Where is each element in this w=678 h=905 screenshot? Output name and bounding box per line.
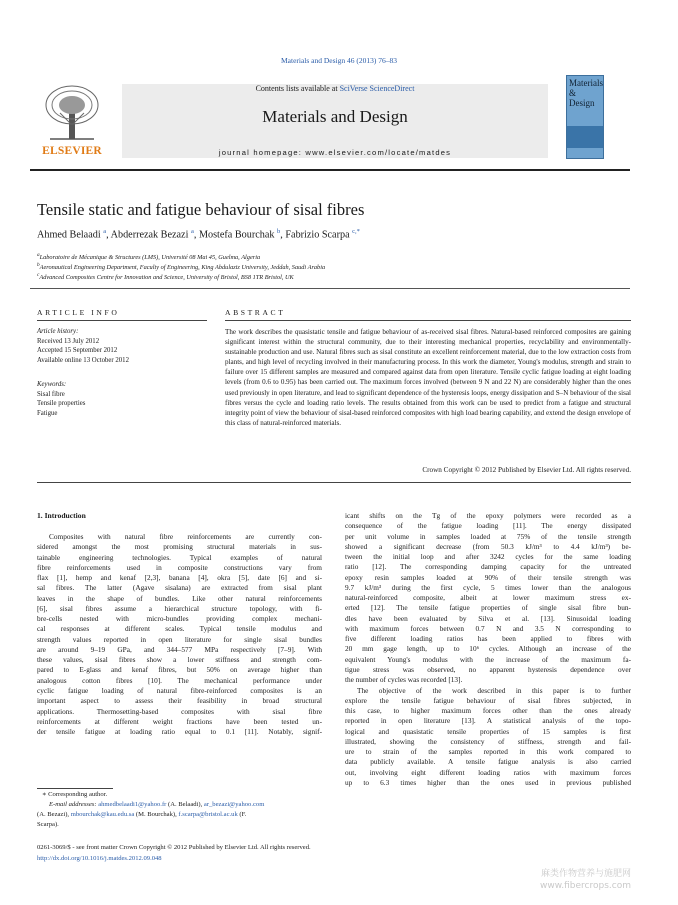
text-line: flax [1], hemp and kenaf [2,3], banana [4], okra [5], date [6] and si- [37,573,322,583]
doi-link[interactable]: http://dx.doi.org/10.1016/j.matdes.2012.09.048 [37,855,162,862]
author-name: Fabrizio Scarpa [285,229,350,241]
site-watermark [540,868,631,892]
issn-line: 0261-3069/$ - see front matter Crown Copyright © 2012 Published by Elsevier Ltd. All rights reserved. [37,844,311,851]
text-line: sal fibres. The latter (Agave sisalana) are extracted from sisal plant [37,583,322,593]
text-line: fibre reinforcements used in composite constructions vary from [37,562,322,572]
abstract-text: The work describes the quasistatic tensile and fatigue behaviour of as-received sisal fibres. Natural-based reinforced composites are gaining significant interest within the structural community, due to their interesting mechanical properties, recyclability and environmentally-sustainable production and use. Natural fibres such as sisal constitute an excellent reinforcement material, due to the low extraction costs from plants, and high level of recycling involved in their manufacturing process. In this work the diameter, Young's modulus, strength and strain to failure over 15 different samples are measured and compared against data from open literature. Tensile cyclic fatigue loading at eight loading levels (from 0.6 to 0.95) has been carried out. The maximum forces involved (between 9 N and 22 N) are considerably higher than the ones used previously in open literature, and lead to significant dependence of the hysteresis loops, energy dissipation and S–N behaviour of the sisal fibres versus the cycle and loading ratio levels. The results obtained from this work can be used to predict from a fatigue and structural integrity point of view the behaviour of sisal-based reinforced composites with high load bearing capability, and extend the design envelope of this class of natural-reinforced materials. [225,328,631,427]
header-rule [30,169,630,171]
text-line: sidered amongst the most promising structural materials in sus- [37,542,322,552]
keyword: Tensile properties [37,400,86,408]
abstract-rule [225,320,631,321]
text-line: important aspect to assess their feasibility in broad structural [37,696,322,706]
text-line: natural-reinforced composite, albeit at lower maximum stress ex- [345,593,631,603]
text-line: equivalent Young's modulus with the increase of the maximum fa- [345,654,631,664]
text-line: reinforcements at different weight fractions have been tested un- [37,716,322,726]
affiliation-text: Advanced Composites Centre for Innovation and Science, University of Bristol, BS8 1TR Bristol, UK [39,274,294,282]
affiliation-mark: b [37,262,40,268]
cover-band [567,126,603,148]
article-info-heading: ARTICLE INFO [37,308,120,317]
keywords [37,380,85,418]
corresponding-note: ∗ Corresponding author. [42,791,108,798]
text-line: cal responses at different scales. Typical tensile modulus and [37,624,322,634]
email-label: E-mail addresses: [49,801,99,808]
abstract-heading: ABSTRACT [225,308,286,317]
author-affiliation-mark[interactable]: a [190,228,194,235]
text-line: the number of cycles was recorded [13]. [345,675,463,685]
email-link[interactable]: f.scarpa@bristol.ac.uk [178,811,238,818]
affiliation [37,252,260,261]
text-line: up to 6.3 times higher than the ones used in previous published [345,777,631,787]
text-line: dles have been evaluated by Silva et al. [13]. Sinusoidal loading [345,613,631,623]
author-affiliation-mark[interactable]: c,* [352,228,360,235]
text-line: 9.7 kJ/m³ during the first cycle, 5 times lower than the analogous [345,582,631,592]
history-item: Received 13 July 2012 [37,337,100,345]
affiliation-text: Laboratoire de Mécanique & Structures (LMS), Université 08 Mai 45, Guelma, Algeria [39,254,261,262]
abstract-end-rule [37,482,631,483]
journal-homepage[interactable]: journal homepage: www.elsevier.com/locate/matdes [218,148,452,157]
email-link[interactable]: ar_bezazi@yahoo.com [203,801,265,808]
history-label: Article history: [37,328,79,335]
contents-line [122,84,548,93]
footnote-rule [37,788,113,789]
text-line: consequence of the fatigue loading [11]. The energy dissipated [345,521,631,531]
keyword: Sisal fibre [37,390,65,398]
text-line: five different loading ratios has been applied to fibres with [345,634,631,644]
author-separator: , [193,229,199,241]
email-link[interactable]: ahmedbelaadi1@yahoo.fr [98,801,167,808]
text-line: tigue stress was observed, no apparent hysteresis dependence over [345,664,631,674]
author-affiliation-mark[interactable]: a [103,228,107,235]
body-left-column [37,532,322,737]
abstract-copyright: Crown Copyright © 2012 Published by Elsevier Ltd. All rights reserved. [422,466,631,474]
email-line [37,800,322,810]
email-line: Scarpa). [37,821,59,828]
keywords-label: Keywords: [37,381,67,388]
affiliation [37,262,325,271]
email-owner: (M. Bourchak), [134,811,179,818]
affiliation-mark: a [37,252,40,258]
text-line: 20 mm gage length, up to 10⁶ cycles. Although an increase of the [345,644,631,654]
journal-reference[interactable]: Materials and Design 46 (2013) 76–83 [280,56,398,65]
text-line: explore the tensile fatigue behaviour of sisal fibres subjected, in [345,695,631,705]
author-affiliation-mark[interactable]: b [277,228,281,235]
author-separator: , [280,229,286,241]
text-line: cyclic fatigue loading of natural fibre-reinforced composites is an [37,685,322,695]
text-line: strength values reported in open literature for single sisal bundles [37,634,322,644]
author-list [37,228,360,240]
author-name: Ahmed Belaadi [37,229,101,241]
text-line: per unit volume in samples loaded at 75% of the tensile strength [345,531,631,541]
email-owner: (F. [237,811,247,818]
text-line: reported in open literature [13]. A statistical analysis of the topo- [345,716,631,726]
email-owner: (A. Bezazi), [37,811,71,818]
elsevier-wordmark: ELSEVIER [42,145,102,157]
article-info-rule [37,320,207,321]
text-line: data publicly available. A tensile fatigue analysis is also carried [345,757,631,767]
text-line: out, involving eight different loading ratios with maximum forces [345,767,631,777]
text-line: icant shifts on the Tg of the epoxy polymers were recorded as a [345,511,631,520]
email-link[interactable]: mbourchak@kau.edu.sa [70,811,135,818]
text-line: with maximum forces between 0.7 N and 3.5 N corresponding to [345,623,631,633]
text-line: are around 9–19 GPa, and 344–577 MPa respectively [7–9]. With [37,644,322,654]
text-line: pared to E-glass and kenaf fibres, but 50% on average higher than [37,665,322,675]
body-right-column [345,511,631,788]
section-divider [30,288,630,289]
text-line: der tensile fatigue at loading ratio equal to 0.1 [11]. Notably, signif- [37,727,322,737]
watermark-line: 麻类作物营养与施肥网 [540,869,631,879]
text-line: epoxy resin samples loaded at 90% of their tensile strength was [345,572,631,582]
affiliation-mark: c [37,272,40,278]
keyword: Fatigue [37,409,58,417]
text-line: logical and quasistatic tensile properties of 15 samples is first [345,726,631,736]
affiliation-text: Aeronautical Engineering Department, Faculty of Engineering, King Abdulaziz University, Jeddah, Saudi Arabia [39,264,326,272]
text-line: tween the initial loop and after 3242 cycles for the same loading [345,552,631,562]
affiliation [37,272,294,281]
issn-block [37,842,311,864]
section-heading: 1. Introduction [37,511,86,520]
text-line: Composites with natural fibre reinforcements are currently con- [49,532,322,541]
journal-cover-thumbnail [566,75,604,159]
text-line: analogous cotton fibres [10]. The mechanical performance under [37,675,322,685]
elsevier-logo [36,81,108,163]
elsevier-tree-icon [40,83,104,141]
author-name: Mostefa Bourchak [198,229,275,241]
author-separator: , [106,229,111,241]
text-line: ratio [12]. The corresponding damping capacity for the untreated [345,562,631,572]
journal-title: Materials and Design [262,107,408,126]
article-history [37,327,129,365]
text-line: The objective of the work described in this paper is to further [357,685,631,695]
sciencedirect-link[interactable]: SciVerse ScienceDirect [339,84,415,93]
text-line: illustrated, showing the consistency of stiffness, strength and fail- [345,736,631,746]
text-line: tainable engineering technologies. Typical examples of natural [37,552,322,562]
history-item: Accepted 15 September 2012 [37,347,118,355]
text-line: showed a significant decrease (from 50.3 kJ/m³ to 4.4 kJ/m³) be- [345,541,631,551]
text-line: erted [12]. The tensile fatigue properties of single sisal fibre bun- [345,603,631,613]
email-line [37,810,322,820]
cover-title: Materials & Design [569,78,603,108]
contents-prefix: Contents lists available at [255,84,340,93]
text-line: ure to strain of the samples reported in this work compared to [345,747,631,757]
text-line: this case, to higher maximum forces other than the ones already [345,706,631,716]
history-item: Available online 13 October 2012 [37,356,129,364]
text-line: [6], sisal fibres assume a hierarchical structure topology, with fi- [37,603,322,613]
email-owner: (A. Belaadi), [166,801,204,808]
footnote [37,790,322,830]
article-title: Tensile static and fatigue behaviour of sisal fibres [37,200,365,219]
text-line: these values, sisal fibres show a lower stiffness and strength com- [37,655,322,665]
author-name: Abderrezak Bezazi [110,229,189,241]
text-line: leaves in the shape of bundles. Like other natural reinforcements [37,593,322,603]
text-line: bre-cells nested with micro-bundles providing complex mechani- [37,614,322,624]
watermark-line: www.fibercrops.com [540,881,631,891]
text-line: applications. Thermosetting-based composites with sisal fibre [37,706,322,716]
